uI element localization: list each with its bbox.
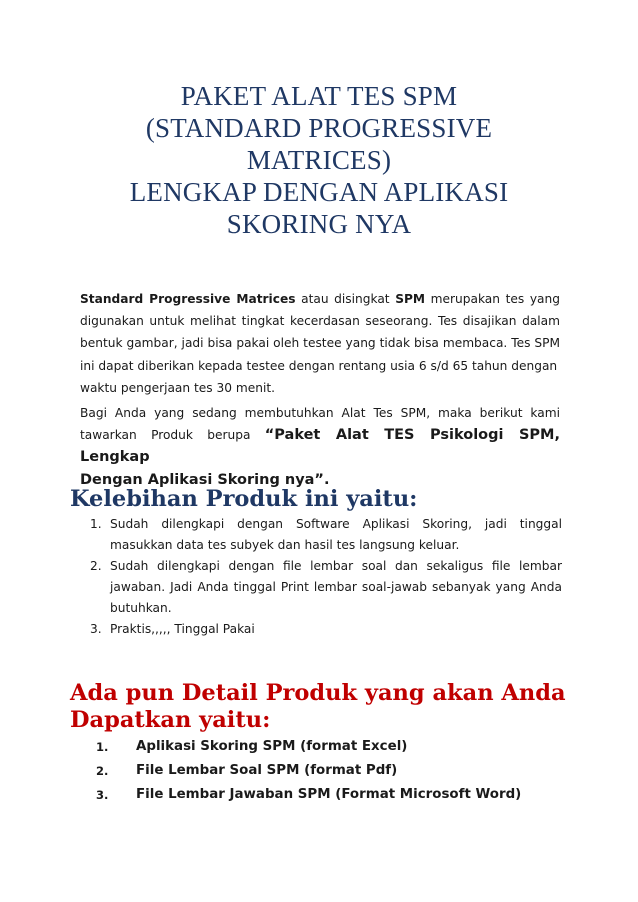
offer-product-line2: Dengan Aplikasi Skoring nya”. xyxy=(80,471,330,488)
title-line: LENGKAP DENGAN APLIKASI xyxy=(129,177,509,207)
offer-text: Bagi Anda yang sedang membutuhkan Alat Tes SPM, maka berikut kami tawarkan Produk berupa xyxy=(80,406,560,443)
intro-bold-abbr: SPM xyxy=(395,292,426,306)
list-item-text: File Lembar Jawaban SPM (Format Microsoft Word) xyxy=(136,787,522,802)
details-heading-line: Ada pun Detail Produk yang akan Anda xyxy=(70,680,566,706)
title-line: MATRICES) xyxy=(246,145,392,175)
list-item xyxy=(90,556,562,619)
list-item-text: Sudah dilengkapi dengan Software Aplikasi Skoring, jadi tinggal masukkan data tes subyek dan hasil tes langsung keluar. xyxy=(110,517,562,552)
list-item xyxy=(90,619,562,640)
list-item xyxy=(96,759,562,783)
list-item xyxy=(96,735,562,759)
intro-mid: atau disingkat xyxy=(295,292,396,306)
offer-product-line1: “Paket Alat TES Psikologi SPM, Lengkap xyxy=(80,427,560,466)
title-line: PAKET ALAT TES SPM xyxy=(180,81,458,111)
list-item xyxy=(90,514,562,556)
list-item-text: Sudah dilengkapi dengan file lembar soal dan sekaligus file lembar jawaban. Jadi Anda tinggal Print lembar soal-jawab sebanyak yang Anda butuhkan. xyxy=(110,559,562,615)
details-heading-line: Dapatkan yaitu: xyxy=(70,707,271,733)
offer-paragraph xyxy=(80,402,560,491)
list-item-number: 1. xyxy=(96,740,109,754)
list-item xyxy=(96,783,562,807)
list-item-number: 1. xyxy=(90,517,102,531)
title-line: SKORING NYA xyxy=(226,209,412,239)
list-item-text: Praktis,,,,, Tinggal Pakai xyxy=(110,622,255,636)
intro-bold-lead: Standard Progressive Matrices xyxy=(80,292,296,306)
list-item-number: 2. xyxy=(96,764,109,778)
list-item-number: 2. xyxy=(90,559,102,573)
list-item-text: Aplikasi Skoring SPM (format Excel) xyxy=(136,739,408,754)
list-item-number: 3. xyxy=(90,622,102,636)
intro-last-line: waktu pengerjaan tes 30 menit. xyxy=(80,380,276,395)
title-line: (STANDARD PROGRESSIVE xyxy=(145,113,493,143)
page-title xyxy=(70,80,568,240)
list-item-text: File Lembar Soal SPM (format Pdf) xyxy=(136,763,398,778)
intro-rest: merupakan tes yang digunakan untuk melihat tingkat kecerdasan seseorang. Tes disajikan dalam bentuk gambar, jadi bisa pakai oleh testee yang tidak bisa membaca. Tes SPM ini dapat diberikan kepada testee dengan rentang usia 6 s/d 65 tahun dengan xyxy=(80,292,560,373)
advantages-heading: Kelebihan Produk ini yaitu: xyxy=(70,486,418,512)
list-item-number: 3. xyxy=(96,788,109,802)
intro-paragraph xyxy=(80,288,560,399)
details-heading xyxy=(70,680,568,734)
advantages-list xyxy=(90,514,562,640)
details-list xyxy=(96,735,562,807)
